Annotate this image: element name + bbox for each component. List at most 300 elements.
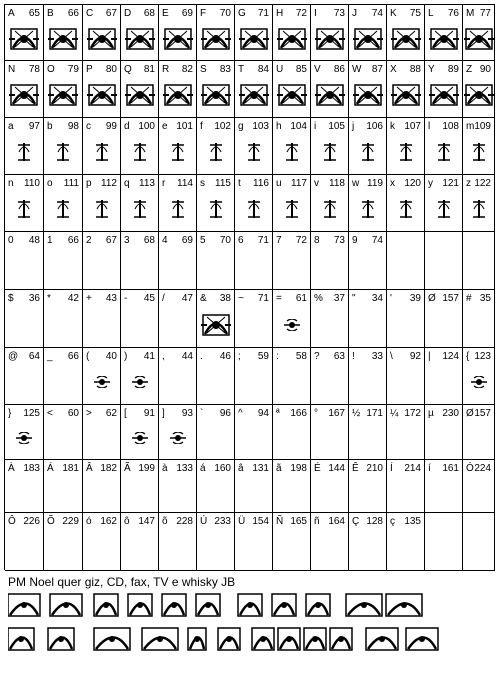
- char-code: 66: [67, 8, 79, 19]
- char-label: O: [47, 64, 55, 75]
- char-code: 76: [447, 8, 459, 19]
- char-cell: [311, 290, 349, 348]
- glyph-preview-icon: [83, 134, 120, 170]
- glyph-preview-icon: [349, 134, 386, 170]
- char-cell: [83, 175, 121, 232]
- char-label: X: [390, 64, 397, 75]
- char-code: 44: [181, 351, 193, 362]
- char-code: 147: [138, 516, 155, 527]
- char-label: 4: [162, 235, 168, 246]
- char-cell: [121, 348, 159, 405]
- char-cell: [159, 290, 197, 348]
- glyph-preview-icon: [425, 77, 462, 113]
- char-label: .: [200, 351, 203, 362]
- glyph-preview-icon: [83, 77, 120, 113]
- sample-glyph-icon: [406, 628, 438, 650]
- char-label: H: [276, 8, 284, 19]
- char-cell: [425, 61, 463, 118]
- glyph-preview-icon: [121, 364, 158, 400]
- char-label: Ø: [466, 408, 474, 419]
- char-cell: [5, 232, 44, 290]
- glyph-preview-icon: [235, 21, 272, 56]
- char-cell: [273, 232, 311, 290]
- sample-glyph-icon: [50, 594, 82, 616]
- char-code: 108: [442, 121, 459, 132]
- char-label: D: [124, 8, 132, 19]
- char-label: i: [314, 121, 317, 132]
- char-label: ¼: [390, 408, 399, 419]
- char-label: 2: [86, 235, 92, 246]
- char-cell: [463, 460, 495, 513]
- glyph-preview-icon: [5, 21, 43, 56]
- char-label: s: [200, 178, 205, 189]
- char-label: Y: [428, 64, 435, 75]
- char-label: /: [162, 293, 165, 304]
- char-code: 35: [479, 293, 491, 304]
- char-cell: [121, 5, 159, 61]
- char-cell: [44, 513, 83, 571]
- char-code: 166: [290, 408, 307, 419]
- char-cell: [425, 232, 463, 290]
- char-code: 133: [176, 463, 193, 474]
- char-code: 36: [28, 293, 40, 304]
- char-label: µ: [428, 408, 434, 419]
- char-cell: [425, 460, 463, 513]
- char-code: 37: [333, 293, 345, 304]
- char-code: 87: [371, 64, 383, 75]
- char-label: â: [238, 463, 244, 474]
- char-label: (: [86, 351, 90, 362]
- char-code: 113: [139, 178, 155, 189]
- char-code: 97: [28, 121, 40, 132]
- char-label: É: [314, 463, 321, 474]
- char-label: [: [124, 408, 127, 419]
- sample-glyph-icon: [278, 628, 300, 650]
- char-code: 112: [101, 178, 117, 189]
- char-code: 90: [479, 64, 491, 75]
- char-cell: [197, 513, 235, 571]
- char-label: í: [428, 463, 431, 474]
- char-label: `: [200, 408, 204, 419]
- char-code: 199: [138, 463, 155, 474]
- char-code: 106: [366, 121, 383, 132]
- char-cell: [463, 290, 495, 348]
- char-label: ]: [162, 408, 165, 419]
- char-code: 82: [181, 64, 193, 75]
- char-code: 69: [181, 8, 193, 19]
- sample-glyph-icon: [252, 628, 274, 650]
- glyph-preview-icon: [349, 191, 386, 227]
- glyph-preview-icon: [121, 421, 158, 455]
- char-label: °: [314, 408, 318, 419]
- char-label: ó: [86, 516, 92, 527]
- char-cell: [349, 232, 387, 290]
- char-cell: [387, 460, 425, 513]
- char-label: 5: [200, 235, 206, 246]
- glyph-preview-icon: [5, 77, 43, 113]
- char-cell: [463, 405, 495, 460]
- glyph-preview-icon: [425, 134, 462, 170]
- glyph-preview-icon: [273, 306, 310, 343]
- char-code: 46: [219, 351, 231, 362]
- char-label: w: [352, 178, 360, 189]
- char-label: À: [8, 463, 15, 474]
- char-label: $: [8, 293, 14, 304]
- char-code: 160: [214, 463, 231, 474]
- char-label: #: [466, 293, 472, 304]
- char-cell: [159, 232, 197, 290]
- glyph-preview-icon: [273, 77, 310, 113]
- char-cell: [83, 61, 121, 118]
- char-code: 181: [62, 463, 79, 474]
- char-code: 99: [105, 121, 117, 132]
- char-code: 116: [253, 178, 269, 189]
- char-cell: [44, 61, 83, 118]
- char-code: 226: [23, 516, 40, 527]
- char-code: 79: [67, 64, 79, 75]
- char-code: 165: [290, 516, 307, 527]
- char-label: ç: [390, 516, 395, 527]
- char-cell: [311, 175, 349, 232]
- glyph-preview-icon: [159, 134, 196, 170]
- char-code: 96: [219, 408, 231, 419]
- char-label: ": [352, 293, 356, 304]
- char-label: !: [352, 351, 355, 362]
- char-code: 229: [62, 516, 79, 527]
- char-code: 131: [252, 463, 269, 474]
- char-code: 89: [447, 64, 459, 75]
- char-code: 157: [442, 293, 459, 304]
- sample-glyph-icon: [238, 594, 262, 616]
- char-label: u: [276, 178, 282, 189]
- char-code: 125: [23, 408, 40, 419]
- char-code: 48: [28, 235, 40, 246]
- char-cell: [387, 348, 425, 405]
- char-code: 39: [409, 293, 421, 304]
- char-label: &: [200, 293, 207, 304]
- char-cell: [387, 118, 425, 175]
- char-code: 42: [67, 293, 79, 304]
- char-label: a: [8, 121, 14, 132]
- char-cell: [387, 290, 425, 348]
- char-cell: [197, 405, 235, 460]
- char-code: 91: [143, 408, 155, 419]
- char-cell: [425, 348, 463, 405]
- char-label: Ç: [352, 516, 360, 527]
- char-cell: [425, 5, 463, 61]
- glyph-preview-icon: [425, 21, 462, 56]
- char-code: 33: [371, 351, 383, 362]
- glyph-preview-icon: [121, 134, 158, 170]
- sample-glyph-icon: [94, 594, 118, 616]
- char-code: 72: [295, 8, 307, 19]
- char-label: õ: [162, 516, 168, 527]
- char-label: 9: [352, 235, 358, 246]
- char-code: 214: [404, 463, 421, 474]
- char-label: ^: [238, 408, 243, 419]
- character-map-grid: [4, 4, 495, 570]
- char-label: k: [390, 121, 395, 132]
- char-label: 7: [276, 235, 282, 246]
- glyph-preview-icon: [197, 191, 234, 227]
- char-code: 60: [67, 408, 79, 419]
- glyph-preview-icon: [121, 191, 158, 227]
- glyph-preview-icon: [44, 191, 82, 227]
- char-label: Z: [466, 64, 473, 75]
- char-label: h: [276, 121, 282, 132]
- char-code: 98: [67, 121, 79, 132]
- char-cell: [311, 61, 349, 118]
- char-label: P: [86, 64, 93, 75]
- glyph-preview-icon: [311, 134, 348, 170]
- sample-glyph-icon: [272, 594, 296, 616]
- glyph-preview-icon: [83, 21, 120, 56]
- char-code: 120: [404, 178, 421, 189]
- char-cell: [349, 118, 387, 175]
- char-code: 68: [143, 235, 155, 246]
- char-code: 164: [328, 516, 345, 527]
- char-label: <: [47, 408, 53, 419]
- char-label: W: [352, 64, 362, 75]
- char-cell: [463, 348, 495, 405]
- char-cell: [5, 348, 44, 405]
- char-cell: [83, 118, 121, 175]
- char-cell: [463, 513, 495, 571]
- char-cell: [273, 460, 311, 513]
- char-label: Q: [124, 64, 132, 75]
- glyph-preview-icon: [349, 21, 386, 56]
- char-label: L: [428, 8, 434, 19]
- char-code: 58: [295, 351, 307, 362]
- char-label: Â: [86, 463, 93, 474]
- char-cell: [463, 232, 495, 290]
- char-label: U: [276, 64, 284, 75]
- char-code: 118: [329, 178, 345, 189]
- char-label: \: [390, 351, 393, 362]
- char-code: 124: [442, 351, 459, 362]
- char-label: v: [314, 178, 319, 189]
- char-cell: [121, 290, 159, 348]
- char-label: 1: [47, 235, 53, 246]
- char-label: ª: [276, 408, 280, 419]
- char-cell: [5, 5, 44, 61]
- char-label: n: [8, 178, 14, 189]
- char-code: 64: [28, 351, 40, 362]
- char-cell: [159, 513, 197, 571]
- char-cell: [235, 5, 273, 61]
- sample-glyph-icon: [142, 628, 178, 650]
- char-label: f: [200, 121, 203, 132]
- char-code: 70: [219, 235, 231, 246]
- char-label: 8: [314, 235, 320, 246]
- char-code: 115: [215, 178, 231, 189]
- char-label: ,: [162, 351, 165, 362]
- sample-glyph-icon: [366, 628, 398, 650]
- glyph-preview-icon: [159, 77, 196, 113]
- char-code: 71: [257, 293, 269, 304]
- sample-glyph-icon: [330, 628, 352, 650]
- char-code: 34: [371, 293, 383, 304]
- char-code: 182: [100, 463, 117, 474]
- sample-glyph-icon: [196, 594, 220, 616]
- glyph-preview-icon: [197, 306, 234, 343]
- char-cell: [5, 513, 44, 571]
- char-label: 3: [124, 235, 130, 246]
- char-cell: [387, 232, 425, 290]
- char-cell: [235, 232, 273, 290]
- glyph-preview-icon: [44, 134, 82, 170]
- glyph-preview-icon: [44, 21, 82, 56]
- char-cell: [44, 118, 83, 175]
- sample-glyph-icon: [346, 594, 382, 616]
- char-cell: [311, 118, 349, 175]
- char-code: 103: [252, 121, 269, 132]
- sample-glyph-icon: [48, 628, 74, 650]
- char-code: 167: [328, 408, 345, 419]
- char-cell: [387, 5, 425, 61]
- char-cell: [273, 348, 311, 405]
- glyph-preview-icon: [463, 21, 494, 56]
- char-code: 74: [371, 8, 383, 19]
- char-code: 47: [181, 293, 193, 304]
- char-cell: [235, 513, 273, 571]
- char-label: Ô: [8, 516, 16, 527]
- char-cell: [197, 232, 235, 290]
- char-label: ~: [238, 293, 244, 304]
- char-label: V: [314, 64, 321, 75]
- char-code: 80: [105, 64, 117, 75]
- char-cell: [387, 61, 425, 118]
- char-cell: [159, 460, 197, 513]
- char-cell: [159, 175, 197, 232]
- char-cell: [387, 513, 425, 571]
- char-label: ô: [124, 516, 130, 527]
- char-cell: [349, 460, 387, 513]
- char-cell: [197, 348, 235, 405]
- char-label: j: [352, 121, 355, 132]
- char-code: 119: [367, 178, 383, 189]
- char-code: 85: [295, 64, 307, 75]
- char-code: 92: [409, 351, 421, 362]
- glyph-preview-icon: [5, 191, 43, 227]
- char-cell: [425, 118, 463, 175]
- sample-glyph-icon: [218, 628, 240, 650]
- char-code: 183: [23, 463, 40, 474]
- char-cell: [349, 5, 387, 61]
- char-label: 6: [238, 235, 244, 246]
- char-label: S: [200, 64, 207, 75]
- char-cell: [425, 290, 463, 348]
- char-label: l: [428, 121, 431, 132]
- char-code: 162: [100, 516, 117, 527]
- char-cell: [273, 175, 311, 232]
- char-label: +: [86, 293, 92, 304]
- char-label: Á: [47, 463, 54, 474]
- sample-glyph-icon: [128, 594, 152, 616]
- char-code: 128: [366, 516, 383, 527]
- glyph-preview-icon: [159, 191, 196, 227]
- char-cell: [83, 5, 121, 61]
- char-code: 109: [474, 121, 491, 132]
- char-code: 66: [67, 351, 79, 362]
- char-cell: [273, 290, 311, 348]
- char-code: 66: [67, 235, 79, 246]
- char-label: >: [86, 408, 92, 419]
- char-code: 72: [295, 235, 307, 246]
- char-label: T: [238, 64, 245, 75]
- char-label: F: [200, 8, 207, 19]
- sample-glyph-icon: [304, 628, 326, 650]
- char-cell: [463, 118, 495, 175]
- char-label: J: [352, 8, 357, 19]
- char-code: 172: [404, 408, 421, 419]
- char-cell: [44, 460, 83, 513]
- char-label: Ê: [352, 463, 359, 474]
- glyph-preview-icon: [463, 134, 494, 170]
- char-label: à: [162, 463, 168, 474]
- char-code: 45: [143, 293, 155, 304]
- sample-glyph-icon: [306, 594, 330, 616]
- char-cell: [235, 290, 273, 348]
- glyph-preview-icon: [5, 421, 43, 455]
- char-code: 75: [409, 8, 421, 19]
- char-label: =: [276, 293, 282, 304]
- char-cell: [197, 175, 235, 232]
- char-label: m: [466, 121, 475, 132]
- char-label: d: [124, 121, 130, 132]
- char-cell: [159, 5, 197, 61]
- char-code: 69: [181, 235, 193, 246]
- glyph-preview-icon: [83, 364, 120, 400]
- char-cell: [349, 405, 387, 460]
- char-code: 83: [219, 64, 231, 75]
- glyph-preview-icon: [463, 364, 494, 400]
- char-cell: [5, 405, 44, 460]
- char-label: G: [238, 8, 246, 19]
- char-label: 0: [8, 235, 14, 246]
- char-cell: [235, 118, 273, 175]
- char-label: g: [238, 121, 244, 132]
- char-cell: [463, 61, 495, 118]
- glyph-preview-icon: [387, 21, 424, 56]
- char-cell: [83, 232, 121, 290]
- char-code: 94: [257, 408, 269, 419]
- glyph-preview-icon: [159, 421, 196, 455]
- char-code: 41: [143, 351, 155, 362]
- char-label: ): [124, 351, 128, 362]
- char-code: 86: [333, 64, 345, 75]
- char-label: -: [124, 293, 128, 304]
- glyph-preview-icon: [273, 191, 310, 227]
- char-cell: [5, 61, 44, 118]
- glyph-preview-icon: [463, 191, 494, 227]
- char-code: 81: [143, 64, 155, 75]
- char-cell: [44, 290, 83, 348]
- char-cell: [83, 405, 121, 460]
- glyph-preview-icon: [44, 77, 82, 113]
- char-label: Ó: [466, 463, 474, 474]
- char-code: 224: [474, 463, 491, 474]
- sample-caption: PM Noel quer giz, CD, fax, TV e whisky JB: [8, 575, 236, 589]
- char-label: Ø: [428, 293, 436, 304]
- char-cell: [235, 61, 273, 118]
- char-label: ñ: [314, 516, 320, 527]
- char-code: 93: [181, 408, 193, 419]
- char-code: 77: [479, 8, 491, 19]
- char-cell: [197, 460, 235, 513]
- char-label: Ú: [200, 516, 208, 527]
- char-code: 70: [219, 8, 231, 19]
